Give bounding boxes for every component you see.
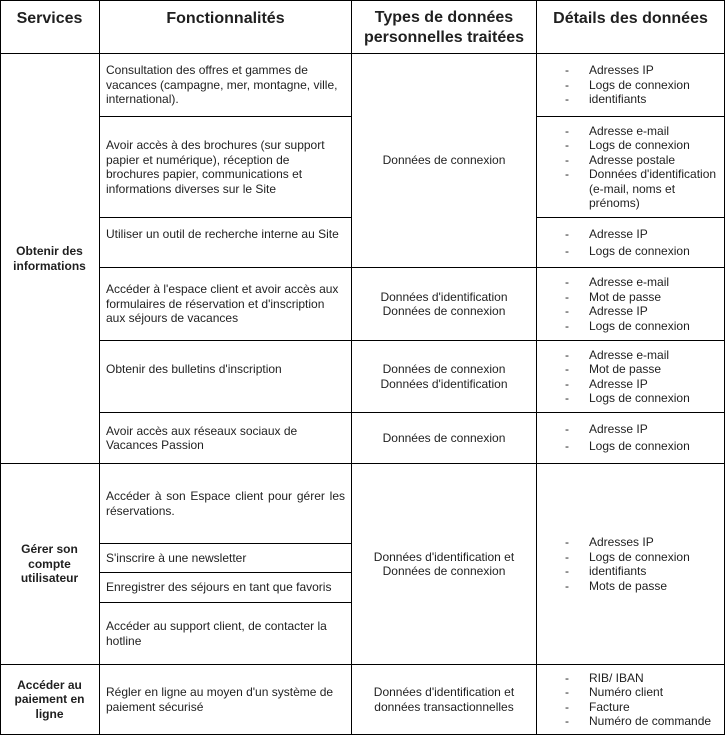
data-detail-item: - Mot de passe [561, 290, 690, 305]
data-detail-item: - Logs de connexion [561, 438, 690, 455]
feature-cell [100, 603, 352, 665]
feature-text: Accéder à son Espace client pour gérer les réservations. [106, 489, 345, 518]
data-details-cell [537, 464, 725, 665]
data-type-text: Données de connexion Données d'identification [380, 362, 508, 391]
data-details-cell [537, 341, 725, 413]
data-detail-item: - Adresse IP [561, 226, 690, 243]
feature-text: Obtenir des bulletins d'inscription [106, 362, 282, 376]
data-detail-item: - identifiants [561, 564, 690, 579]
data-details-list [561, 63, 690, 107]
data-type-cell [352, 413, 537, 464]
data-detail-item: - Facture [561, 700, 711, 715]
data-detail-item: - Mot de passe [561, 362, 690, 377]
header-features: Fonctionnalités [100, 0, 352, 54]
data-details-list [561, 275, 690, 333]
data-details-cell [537, 54, 725, 117]
data-details-list [561, 671, 711, 729]
header-services: Services [0, 0, 100, 54]
header-data-details: Détails des données [537, 0, 725, 54]
data-details-list [561, 226, 690, 260]
feature-text: S'inscrire à une newsletter [106, 550, 247, 565]
feature-cell [100, 341, 352, 413]
feature-cell [100, 218, 352, 268]
data-detail-item: - Adresse e-mail [561, 348, 690, 363]
data-details-cell [537, 268, 725, 341]
data-type-text: Données d'identification et Données de connexion [373, 549, 515, 578]
data-type-cell [352, 268, 537, 341]
data-details-list [561, 124, 718, 211]
data-detail-item: - Adresse e-mail [561, 275, 690, 290]
data-detail-item: - RIB/ IBAN [561, 671, 711, 686]
data-type-cell [352, 54, 537, 268]
data-detail-item: - Adresse IP [561, 421, 690, 438]
data-type-text: Données de connexion [382, 430, 506, 445]
feature-cell [100, 413, 352, 464]
service-label: Accéder au paiement en ligne [14, 677, 85, 721]
data-details-list [561, 348, 690, 406]
data-detail-item: - Numéro de commande [561, 714, 711, 729]
feature-cell [100, 54, 352, 117]
feature-text: Consultation des offres et gammes de vacances (campagne, mer, montagne, ville, international). [106, 63, 338, 107]
feature-cell [100, 544, 352, 573]
data-detail-item: - Logs de connexion [561, 138, 718, 153]
data-details-cell [537, 117, 725, 218]
feature-cell [100, 464, 352, 544]
data-type-text: Données d'identification Données de connexion [380, 289, 508, 318]
service-cell [0, 54, 100, 464]
data-detail-item: - Logs de connexion [561, 319, 690, 334]
feature-text: Avoir accès aux réseaux sociaux de Vacances Passion [106, 423, 298, 452]
data-detail-item: - Adresse e-mail [561, 124, 718, 139]
feature-cell [100, 573, 352, 603]
feature-cell [100, 117, 352, 218]
data-detail-item: - Adresse IP [561, 377, 690, 392]
data-detail-item: - Logs de connexion [561, 550, 690, 565]
feature-cell [100, 665, 352, 735]
data-details-cell [537, 218, 725, 268]
data-detail-item: - Mots de passe [561, 579, 690, 594]
data-details-list [561, 421, 690, 455]
service-cell [0, 665, 100, 735]
feature-text: Avoir accès à des brochures (sur support papier et numérique), réception de brochures papier, communications et informations diverses sur le Site [106, 138, 325, 196]
data-type-text: Données d'identification et données transactionnelles [373, 685, 515, 714]
data-detail-item: - Adresses IP [561, 535, 690, 550]
data-details-cell [537, 665, 725, 735]
data-detail-item: - Logs de connexion [561, 243, 690, 260]
feature-text: Régler en ligne au moyen d'un système de paiement sécurisé [106, 685, 334, 714]
data-detail-item: - Adresses IP [561, 63, 690, 78]
header-data-types: Types de données personnelles traitées [352, 0, 537, 54]
data-type-cell [352, 464, 537, 665]
data-type-cell [352, 341, 537, 413]
data-detail-item: - Données d'identification (e-mail, noms et prénoms) [561, 167, 718, 211]
feature-text: Enregistrer des séjours en tant que favoris [106, 580, 332, 595]
data-detail-item: - Adresse IP [561, 304, 690, 319]
service-label: Gérer son compte utilisateur [20, 542, 79, 586]
data-detail-item: - Numéro client [561, 685, 711, 700]
data-detail-item: - Logs de connexion [561, 391, 690, 406]
feature-text: Accéder au support client, de contacter la hotline [106, 619, 327, 648]
data-detail-item: - Logs de connexion [561, 78, 690, 93]
service-label: Obtenir des informations [13, 244, 86, 273]
feature-text: Accéder à l'espace client et avoir accès aux formulaires de réservation et d'inscription aux séjours de vacances [106, 282, 339, 326]
feature-text: Utiliser un outil de recherche interne au Site [106, 227, 339, 241]
data-type-cell [352, 665, 537, 735]
data-details-cell [537, 413, 725, 464]
data-details-list [561, 535, 690, 593]
feature-cell [100, 268, 352, 341]
data-detail-item: - Adresse postale [561, 153, 718, 168]
service-cell [0, 464, 100, 665]
data-type-text: Données de connexion [382, 153, 506, 168]
data-detail-item: - identifiants [561, 92, 690, 107]
